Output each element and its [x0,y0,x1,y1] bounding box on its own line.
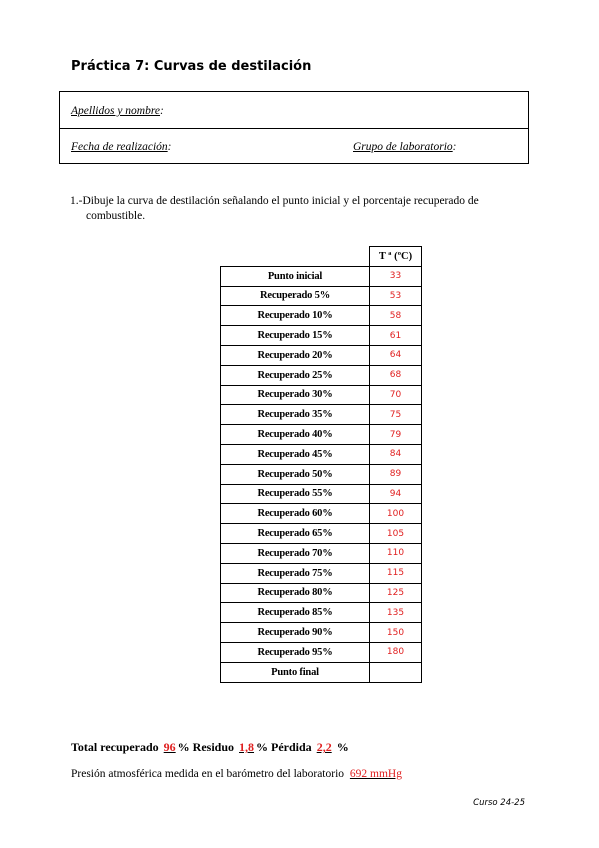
totals-line [71,740,349,755]
row-label: Recuperado 30% [221,385,370,405]
row-temperature: 105 [370,524,422,544]
table-row [221,464,422,484]
table-row [221,543,422,563]
pressure-label: Presión atmosférica medida en el barómetro del laboratorio [71,768,345,780]
recovered-label: Total recuperado [71,740,159,754]
loss-percent: % [336,740,349,754]
student-info-box [59,91,529,164]
name-label: Apellidos y nombre [71,105,161,117]
table-row [221,583,422,603]
date-field: Fecha de realización: [71,141,172,153]
row-temperature: 64 [370,345,422,365]
row-label: Recuperado 60% [221,504,370,524]
row-label: Recuperado 95% [221,642,370,662]
row-temperature: 84 [370,444,422,464]
residue-value: 1,8 [239,740,255,754]
row-label: Recuperado 80% [221,583,370,603]
group-label: Grupo de laboratorio [353,141,453,153]
table-row [221,306,422,326]
row-label: Recuperado 65% [221,524,370,544]
info-divider [60,128,528,129]
row-temperature: 70 [370,385,422,405]
page-title: Práctica 7: Curvas de destilación [71,59,312,74]
row-label: Recuperado 45% [221,444,370,464]
row-temperature: 180 [370,642,422,662]
row-label: Recuperado 40% [221,425,370,445]
table-row [221,642,422,662]
row-label: Recuperado 25% [221,365,370,385]
question-1 [70,194,525,224]
table-row [221,504,422,524]
row-label: Punto final [221,662,370,682]
table-row [221,662,422,682]
row-temperature: 115 [370,563,422,583]
table-row [221,405,422,425]
table-row [221,484,422,504]
row-temperature: 100 [370,504,422,524]
residue-label: % Residuo [177,740,235,754]
row-temperature: 53 [370,286,422,306]
temperature-header: T ª (ºC) [370,247,422,267]
loss-label: % Pérdida [256,740,312,754]
table-row [221,365,422,385]
row-temperature: 150 [370,623,422,643]
row-label: Recuperado 15% [221,326,370,346]
row-label: Recuperado 75% [221,563,370,583]
loss-value: 2,2 [316,740,332,754]
row-label: Punto inicial [221,266,370,286]
row-temperature: 33 [370,266,422,286]
table-row [221,524,422,544]
table-row [221,286,422,306]
question-1-line2: combustible. [86,210,146,222]
row-label: Recuperado 85% [221,603,370,623]
row-label: Recuperado 70% [221,543,370,563]
table-row [221,425,422,445]
pressure-line [71,768,402,780]
table-row [221,266,422,286]
row-temperature: 68 [370,365,422,385]
row-label: Recuperado 10% [221,306,370,326]
row-label: Recuperado 50% [221,464,370,484]
table-row [221,385,422,405]
table-row [221,444,422,464]
distillation-table [220,246,422,683]
row-temperature: 135 [370,603,422,623]
row-label: Recuperado 35% [221,405,370,425]
row-temperature: 79 [370,425,422,445]
row-temperature [370,662,422,682]
row-label: Recuperado 20% [221,345,370,365]
row-temperature: 125 [370,583,422,603]
row-temperature: 61 [370,326,422,346]
row-temperature: 110 [370,543,422,563]
table-row [221,326,422,346]
table-row [221,603,422,623]
name-field: Apellidos y nombre: [71,105,164,117]
group-field: Grupo de laboratorio: [353,141,457,153]
course-footer: Curso 24-25 [473,798,525,808]
row-temperature: 89 [370,464,422,484]
row-label: Recuperado 5% [221,286,370,306]
row-temperature: 75 [370,405,422,425]
row-temperature: 94 [370,484,422,504]
table-row [221,345,422,365]
question-1-line1: 1.-Dibuje la curva de destilación señalando el punto inicial y el porcentaje recuperado de [70,195,479,207]
table-row [221,623,422,643]
header-blank [221,247,370,267]
table-row [221,563,422,583]
table-header-row [221,247,422,267]
row-label: Recuperado 55% [221,484,370,504]
row-label: Recuperado 90% [221,623,370,643]
recovered-value: 96 [163,740,176,754]
pressure-value: 692 mmHg [349,768,402,780]
row-temperature: 58 [370,306,422,326]
date-label: Fecha de realización [71,141,168,153]
